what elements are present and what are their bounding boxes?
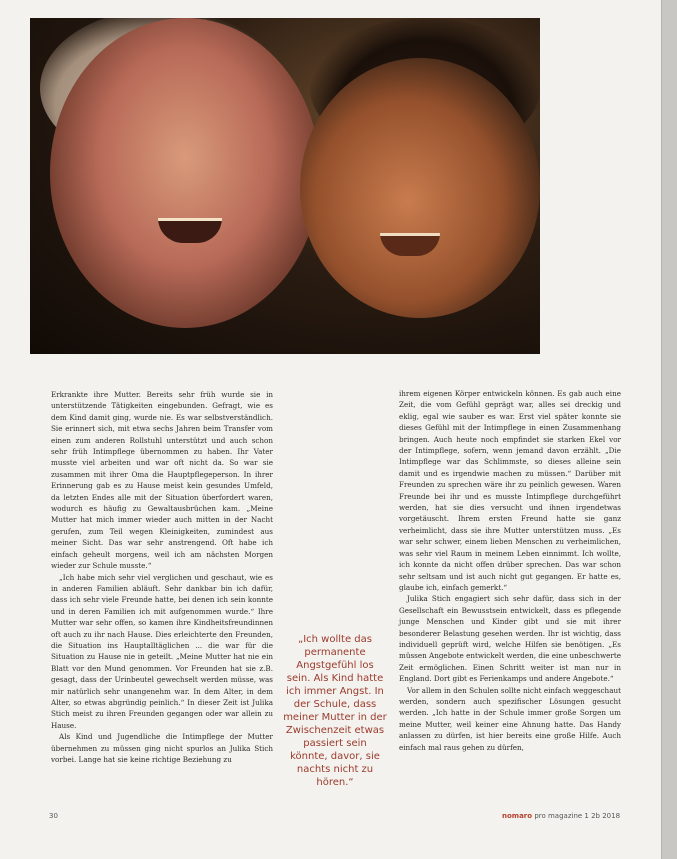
article-column-left: [51, 389, 273, 765]
paragraph: Julika Stich engagiert sich sehr dafür, dass sich in der Gesellschaft ein Bewusstsein entwickelt, dass es pflegende junge Menschen und Kinder gibt und sie mit ihrer besonderer Belastung gesehen werden. Ihr ist wichtig, dass individuell geprüft wird, welche Hilfen sie benötigen. „Es müssen Angebote entwickelt werden, die eine unbeschwerte Zeit ermöglichen. Einen Schritt weiter ist man nur in England. Dort gibt es Ferienkamps und andere Angebote.“: [399, 594, 621, 684]
pull-quote: „Ich wollte das permanente Angstgefühl los sein. Als Kind hatte ich immer Angst. In der Schule, dass meiner Mutter in der Zwischenzeit etwas passiert sein könnte, davor, sie nachts nicht zu hören.“: [283, 634, 387, 788]
magazine-issue: pro magazine 1 2b 2018: [534, 812, 621, 820]
elderly-woman-face: [50, 18, 320, 328]
article-column-right: [399, 388, 621, 753]
paragraph: Als Kind und Jugendliche die Intimpflege der Mutter übernehmen zu müssen ging nicht spurlos an Julika Stich vorbei. Lange hat sie keine richtige Beziehung zu: [51, 732, 273, 764]
adjacent-page-edge: [661, 0, 677, 859]
paragraph: Erkrankte ihre Mutter. Bereits sehr früh wurde sie in unterstützende Tätigkeiten eingebunden. Gefragt, wie es dem Kind damit ging, wurde nie. Es war selbstverständlich. Sie erinnert sich, mit etwa sechs Jahren beim Transfer vom einen zum anderen Rollstuhl unterstützt und auch schon sehr früh Intimpflege übernommen zu haben. Ihr Vater musste viel arbeiten und war oft nicht da. So war sie zusammen mit ihrer Oma die Hauptpflegeperson. In ihrer Erinnerung gab es zu Hause meist kein gesundes Umfeld, da letzten Endes alle mit der Situation überfordert waren, wodurch es häufig zu Gewaltausbrüchen kam. „Meine Mutter hat mich immer wieder auch mitten in der Nacht gerufen, zum Teil wegen Kleinigkeiten, zumindest aus meiner Sicht. Das war sehr anstrengend. Oft habe ich einfach geheult morgens, weil ich am nächsten Morgen wieder zur Schule musste.“: [51, 390, 273, 571]
magazine-footer: [502, 812, 620, 820]
magazine-name: nomaro: [502, 812, 533, 820]
article-photo: [30, 18, 540, 354]
paragraph: Vor allem in den Schulen sollte nicht einfach weggeschaut werden, sondern auch spezifischer Lösungen gesucht werden. „Ich hatte in der Schule immer große Sorgen um meine Mutter, weil keiner eine Ahnung hatte. Das Handy anlassen zu dürfen, ist hier bereits eine große Hilfe. Auch einfach mal raus gehen zu dürfen,: [399, 685, 621, 752]
paragraph: ihrem eigenen Körper entwickeln können. Es gab auch eine Zeit, die vom Gefühl geprägt war, alles sei dreckig und eklig, egal wie sauber es war. Erst viel später konnte sie dieses Gefühl mit der Intimpflege in einen Zusammenhang bringen. Auch heute noch empfindet sie starken Ekel vor der Intimpflege, sofern, wenn jemand davon erzählt. „Die Intimpflege war das Schlimmste, so dieses alleine sein damit und es irgendwie machen zu müssen.“ Darüber mit Freunden zu sprechen wäre ihr zu peinlich gewesen. Waren Freunde bei ihr und es musste Intimpflege durchgeführt werden, hat sie dies versucht und ihnen irgendetwas vorgetäuscht. Ihrem ersten Freund hatte sie ganz verheimlicht, dass sie ihre Mutter unterstützen muss. „Es war sehr schwer, einem lieben Menschen zu verheimlichen, was sehr viel Raum in meinem Leben einnimmt. Ich wollte, ich konnte da nicht offen drüber sprechen. Das war schon sehr seltsam und ist auch nicht gut gegangen. Er hatte es, glaube ich, einfach gemerkt.“: [399, 389, 621, 592]
paragraph: „Ich habe mich sehr viel verglichen und geschaut, wie es in anderen Familien abläuft. Sehr dankbar bin ich dafür, dass ich sehr viele Freunde hatte, bei denen ich sein konnte und in deren Familien ich mit aufgenommen wurde.“ Ihre Mutter war sehr offen, so kamen ihre Kindheitsfreundinnen oft auch zu ihr nach Hause. Dies erleichterte den Freunden, die Situation ins Hauptalltäglichen ... die war für die Situation zu Hause nie in geteilt. „Meine Mutter hat nie ein Blatt vor den Mund genommen. Vor Freunden hat sie z.B. gesagt, dass der Urinbeutel gewechselt werden müsse, was mir natürlich sehr unangenehm war. In dem Alter, in dem Alter, so etwas abgründig peinlich.“ In dieser Zeit ist Julika Stich meist zu ihren Freunden gegangen oder war allein zu Hause.: [51, 572, 273, 730]
page-number: 30: [49, 812, 58, 820]
young-woman-face: [300, 58, 540, 318]
